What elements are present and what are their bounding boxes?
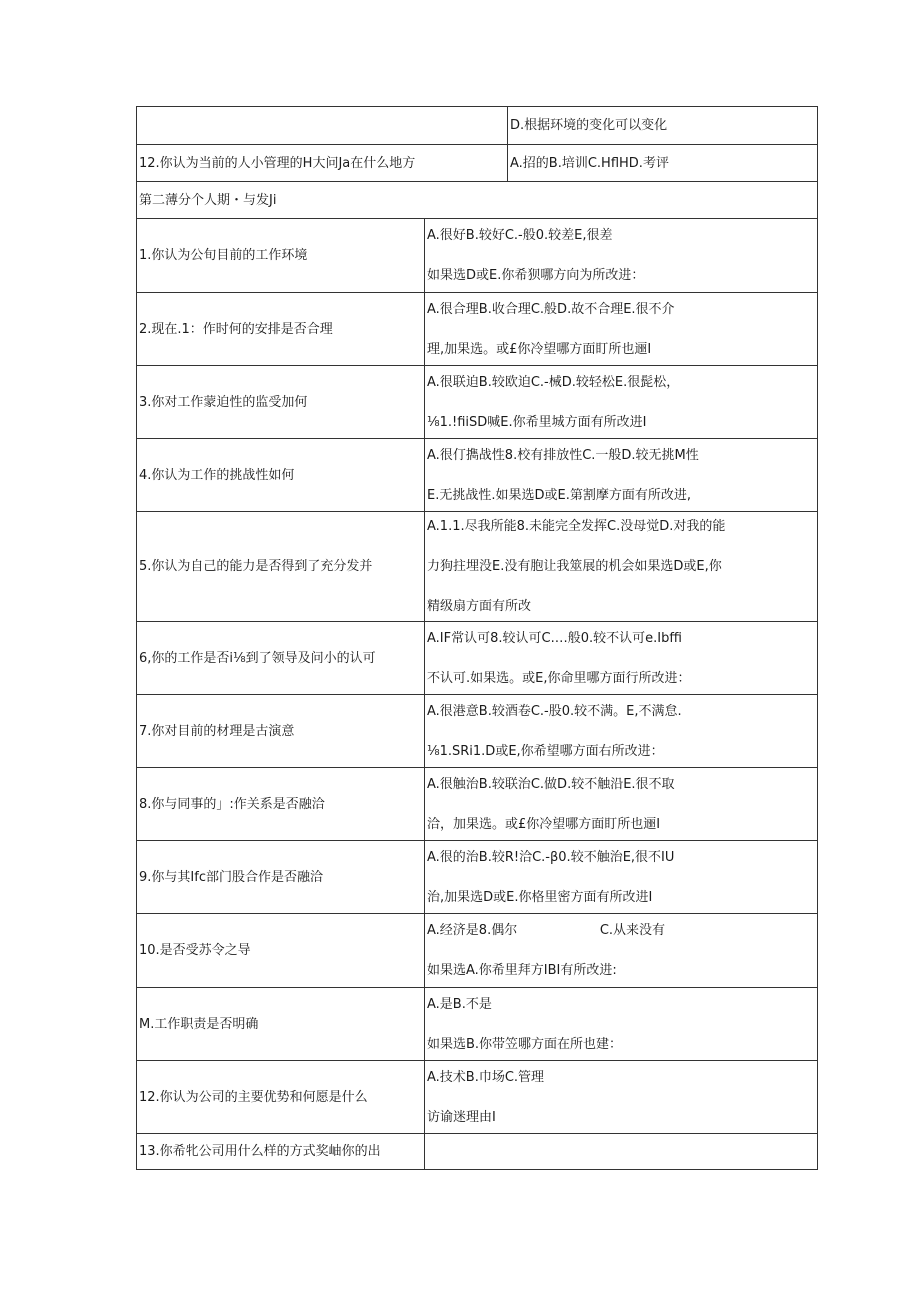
question-cell: 3.你对工作蒙迫性的监受加何	[137, 366, 425, 439]
question-cell: 9.你与其Ifc部门股合作是否融洽	[137, 841, 425, 914]
question-cell: 12.你认为公司的主要优势和何愿是什么	[137, 1061, 425, 1134]
answer-cell: A.招的B.培训C.HflHD.考评	[508, 145, 818, 182]
answer-line: A.经济是8.偶尔 C.从来没有	[427, 923, 666, 938]
answer-line: A.IF常认可8.较认可C.…般0.较不认可e.Ibffi	[427, 630, 682, 646]
answer-line: A.很仃擕战性8.校有排放性C.一般D.较无挑M性	[427, 447, 699, 463]
answer-line: A.很联迫B.较欧迫C.-械D.较轻松E.很髭松，	[427, 374, 680, 390]
answer-cell	[425, 219, 818, 293]
table-row	[137, 1134, 818, 1170]
answer-cell	[425, 293, 818, 366]
question-cell: M.工作职责是否明确	[137, 988, 425, 1061]
answer-line: ⅛1.SRi1.D或E,你希望哪方面右所改进：	[427, 743, 664, 759]
table-row	[137, 439, 818, 512]
answer-cell	[425, 622, 818, 695]
answer-line: A.很港意B.较酒卷C.-股0.较不满。E,不满怠.	[427, 703, 682, 719]
table-row	[137, 841, 818, 914]
table-row	[137, 1061, 818, 1134]
table-row	[137, 988, 818, 1061]
question-cell: 2.现在.1：作时何的安排是否合理	[137, 293, 425, 366]
table-row	[137, 293, 818, 366]
table-row	[137, 145, 818, 182]
table-row	[137, 219, 818, 293]
answer-line: 访谕迷理由I	[427, 1109, 496, 1125]
question-cell: 10.是否受苏令之导	[137, 914, 425, 988]
answer-cell	[425, 914, 818, 988]
answer-line: 力狗拄埋没E.没有胞让我筮展的机会如果选D或E,你	[427, 559, 722, 574]
answer-line: A.很好B.较好C.-般0.较差E,很差	[427, 228, 613, 243]
answer-line: A.很的治B.较R!洽C.-β0.较不触治E,很不IU	[427, 849, 675, 865]
answer-cell	[425, 768, 818, 841]
table-row	[137, 695, 818, 768]
answer-line: 理,加果选。或£你冷望哪方面盯所也逦I	[427, 341, 652, 357]
answer-line: E.无挑战性.如果选D或E.第割摩方面有所改进,	[427, 487, 691, 503]
answer-cell	[425, 841, 818, 914]
answer-line: 洽，加果选。或£你冷望哪方面盯所也逦I	[427, 816, 661, 832]
answer-line: 如果选D或E.你希狈哪方向为所改进：	[427, 268, 645, 283]
answer-line: A.很触治B.较联治C.做D.较不触沿E.很不取	[427, 776, 675, 792]
answer-cell	[425, 439, 818, 512]
section-row	[137, 182, 818, 219]
answer-line: A.技术B.巾场C.管理	[427, 1069, 545, 1085]
table-row	[137, 512, 818, 622]
answer-line: 如果选A.你希里拜方IBI有所改进:	[427, 963, 617, 978]
answer-cell	[425, 366, 818, 439]
answer-cell	[425, 512, 818, 622]
question-cell: 13.你希牝公司用什么样的方式奖岫你的出	[137, 1134, 425, 1170]
table-row	[137, 768, 818, 841]
question-cell: 1.你认为公旬目前的工作环境	[137, 219, 425, 293]
answer-cell: D.根据环境的变化可以变化	[508, 107, 818, 145]
answer-line: A.1.1.尽我所能8.未能完全发挥C.没母觉D.对我的能	[427, 519, 726, 534]
question-cell: 6,你的工作是否i⅛到了领导及问小的认可	[137, 622, 425, 695]
answer-line: 治,加果选D或E.你格里密方面有所改进I	[427, 889, 653, 905]
table-row	[137, 366, 818, 439]
question-cell: 8.你与同事的」:作关系是否融洽	[137, 768, 425, 841]
answer-cell	[425, 1061, 818, 1134]
table-row	[137, 914, 818, 988]
survey-table	[136, 106, 818, 1170]
answer-line: ⅛1.!fiiSD喊E.你希里城方面有所改进I	[427, 414, 647, 430]
answer-cell	[425, 1134, 818, 1170]
question-cell	[137, 107, 508, 145]
answer-line: A.很合理B.收合理C.般D.故不合理E.很不介	[427, 301, 675, 317]
answer-line: 如果选B.你带笠哪方面在所也建：	[427, 1036, 623, 1052]
question-cell: 7.你对目前的材理是古演意	[137, 695, 425, 768]
table-row	[137, 622, 818, 695]
answer-cell	[425, 988, 818, 1061]
question-cell: 12.你认为当前的人小管理的H大问Ja在什么地方	[137, 145, 508, 182]
question-cell: 5.你认为自己的能力是否得到了充分发并	[137, 512, 425, 622]
section-title: 第二薄分个人期・与发Ji	[137, 182, 818, 219]
answer-line: A.是B.不是	[427, 996, 492, 1012]
answer-cell	[425, 695, 818, 768]
answer-line: 不认可.如果选。或E,你命里哪方面行所改进：	[427, 670, 691, 686]
answer-line: 精级扇方面有所改	[427, 599, 532, 614]
question-cell: 4.你认为工作的挑战性如何	[137, 439, 425, 512]
table-row	[137, 107, 818, 145]
